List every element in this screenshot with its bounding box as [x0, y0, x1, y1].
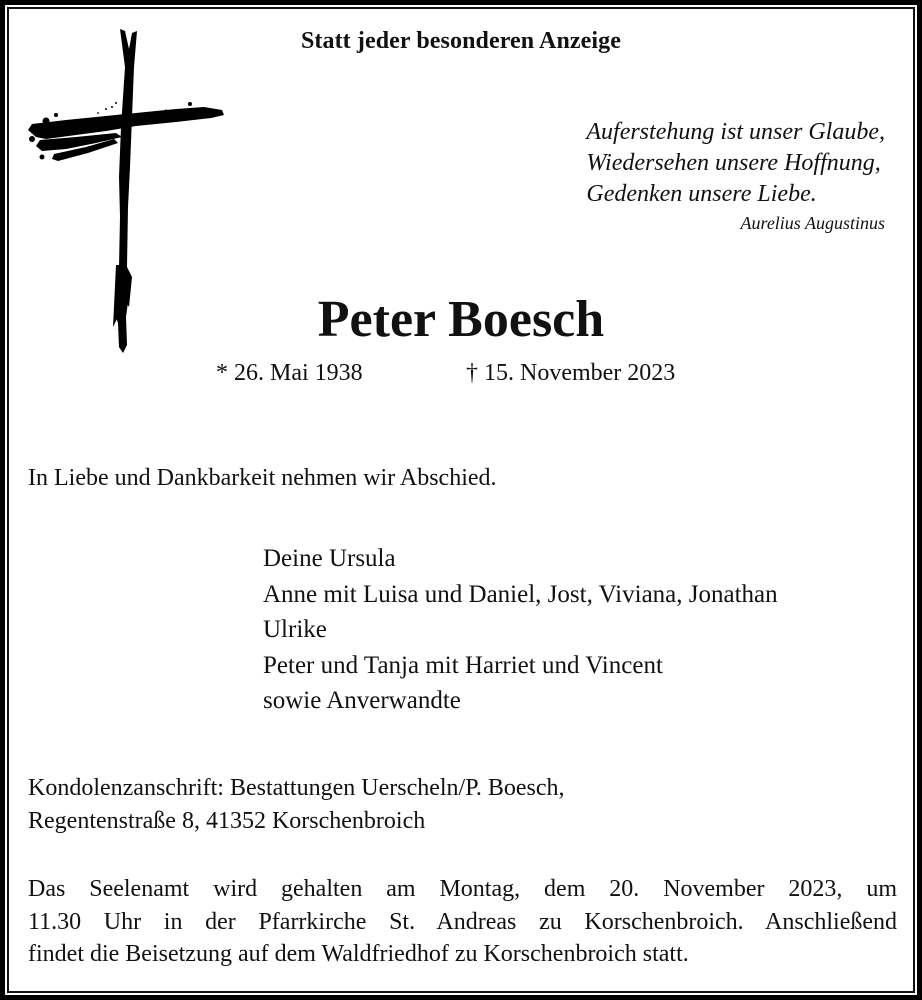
family-member-line: Deine Ursula — [263, 545, 396, 572]
announcement-heading — [0, 28, 922, 55]
service-line: Das Seelenamt wird gehalten am Montag, dem 20. November 2023, um — [28, 876, 897, 902]
quote-line: Gedenken unsere Liebe. — [586, 181, 817, 207]
quote-block — [586, 117, 885, 235]
family-list — [263, 541, 778, 719]
family-member-line: Anne mit Luisa und Daniel, Jost, Viviana, Jonathan — [263, 580, 778, 608]
heading-text: Statt jeder besonderen Anzeige — [300, 28, 622, 54]
quote-line: Auferstehung ist unser Glaube, — [586, 119, 885, 145]
condolence-line: Kondolenzanschrift: Bestattungen Uerscheln/P. Boesch, — [28, 775, 565, 801]
condolence-line: Regentenstraße 8, 41352 Korschenbroich — [28, 808, 426, 834]
death-date: † 15. November 2023 — [466, 360, 676, 386]
quote-author: Aurelius Augustinus — [740, 213, 885, 233]
service-line: 11.30 Uhr in der Pfarrkirche St. Andreas zu Korschenbroich. Anschließend — [28, 908, 897, 935]
family-member-line: Peter und Tanja mit Harriet und Vincent — [263, 651, 663, 679]
deceased-name: Peter Boesch — [317, 291, 605, 348]
family-member-line: sowie Anverwandte — [263, 687, 461, 714]
quote-line: Wiedersehen unsere Hoffnung, — [586, 150, 881, 176]
birth-date: * 26. Mai 1938 — [216, 360, 363, 386]
service-details — [28, 873, 897, 971]
farewell-text: In Liebe und Dankbarkeit nehmen wir Abschied. — [28, 465, 497, 491]
family-member-line: Ulrike — [263, 616, 327, 643]
service-line: findet die Beisetzung auf dem Waldfriedhof zu Korschenbroich statt. — [28, 941, 689, 967]
condolence-address — [28, 772, 565, 838]
